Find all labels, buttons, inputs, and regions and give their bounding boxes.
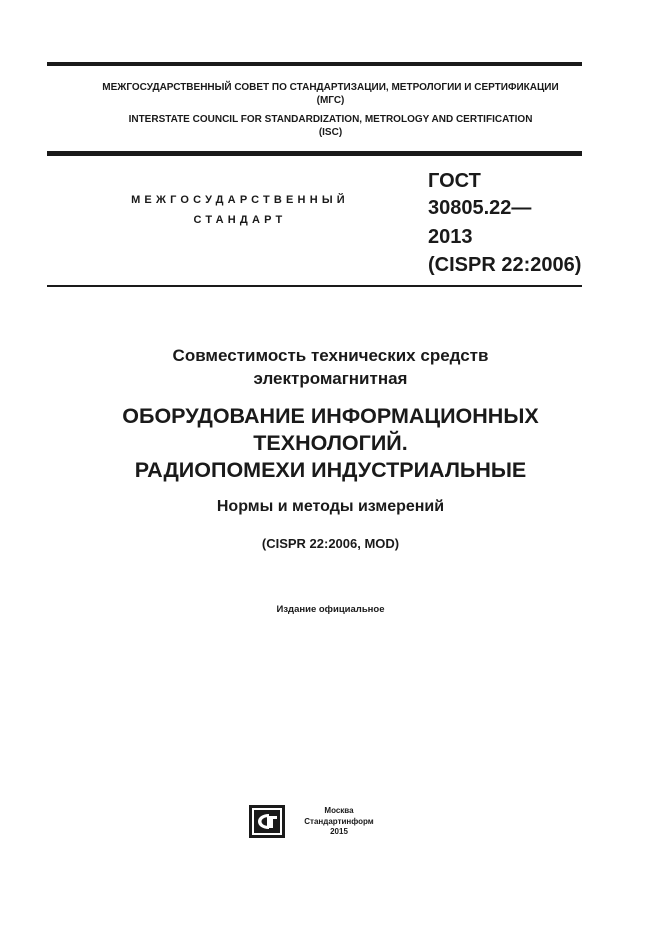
title-main-line2: ТЕХНОЛОГИЙ. (253, 431, 408, 455)
publisher-year: 2015 (330, 827, 348, 836)
title-norms: Нормы и методы измерений (216, 498, 445, 515)
council-abbr-ru: (МГС) (316, 95, 345, 106)
title-main-line1: ОБОРУДОВАНИЕ ИНФОРМАЦИОННЫХ (122, 404, 539, 428)
top-rule (47, 62, 582, 66)
edition-label: Издание официальное (276, 604, 385, 615)
title-subtitle-line1: Совместимость технических средств (172, 346, 489, 365)
standard-type-line1: МЕЖГОСУДАРСТВЕННЫЙ (131, 194, 349, 206)
gost-number: 30805.22— (428, 197, 532, 219)
title-main-line3: РАДИОПОМЕХИ ИНДУСТРИАЛЬНЫЕ (134, 458, 527, 482)
publisher-name: Стандартинформ (304, 816, 374, 826)
council-name-ru: МЕЖГОСУДАРСТВЕННЫЙ СОВЕТ ПО СТАНДАРТИЗАЦИИ, МЕТРОЛОГИИ И СЕРТИФИКАЦИИ (102, 82, 559, 93)
title-mod: (CISPR 22:2006, MOD) (261, 536, 400, 551)
designation-bottom-rule (47, 285, 582, 287)
council-bottom-rule (47, 151, 582, 156)
standartinform-logo (249, 805, 285, 838)
publisher-block (296, 806, 382, 838)
gost-reference: (CISPR 22:2006) (428, 254, 582, 276)
gost-label: ГОСТ (428, 170, 481, 192)
title-subtitle-line2: электромагнитная (253, 369, 408, 388)
publisher-city: Москва (324, 806, 354, 815)
standard-type-line2: СТАНДАРТ (193, 214, 287, 226)
gost-year: 2013 (428, 226, 473, 248)
council-name-en: INTERSTATE COUNCIL FOR STANDARDIZATION, METROLOGY AND CERTIFICATION (128, 114, 533, 125)
council-abbr-en: (ISC) (318, 127, 343, 138)
